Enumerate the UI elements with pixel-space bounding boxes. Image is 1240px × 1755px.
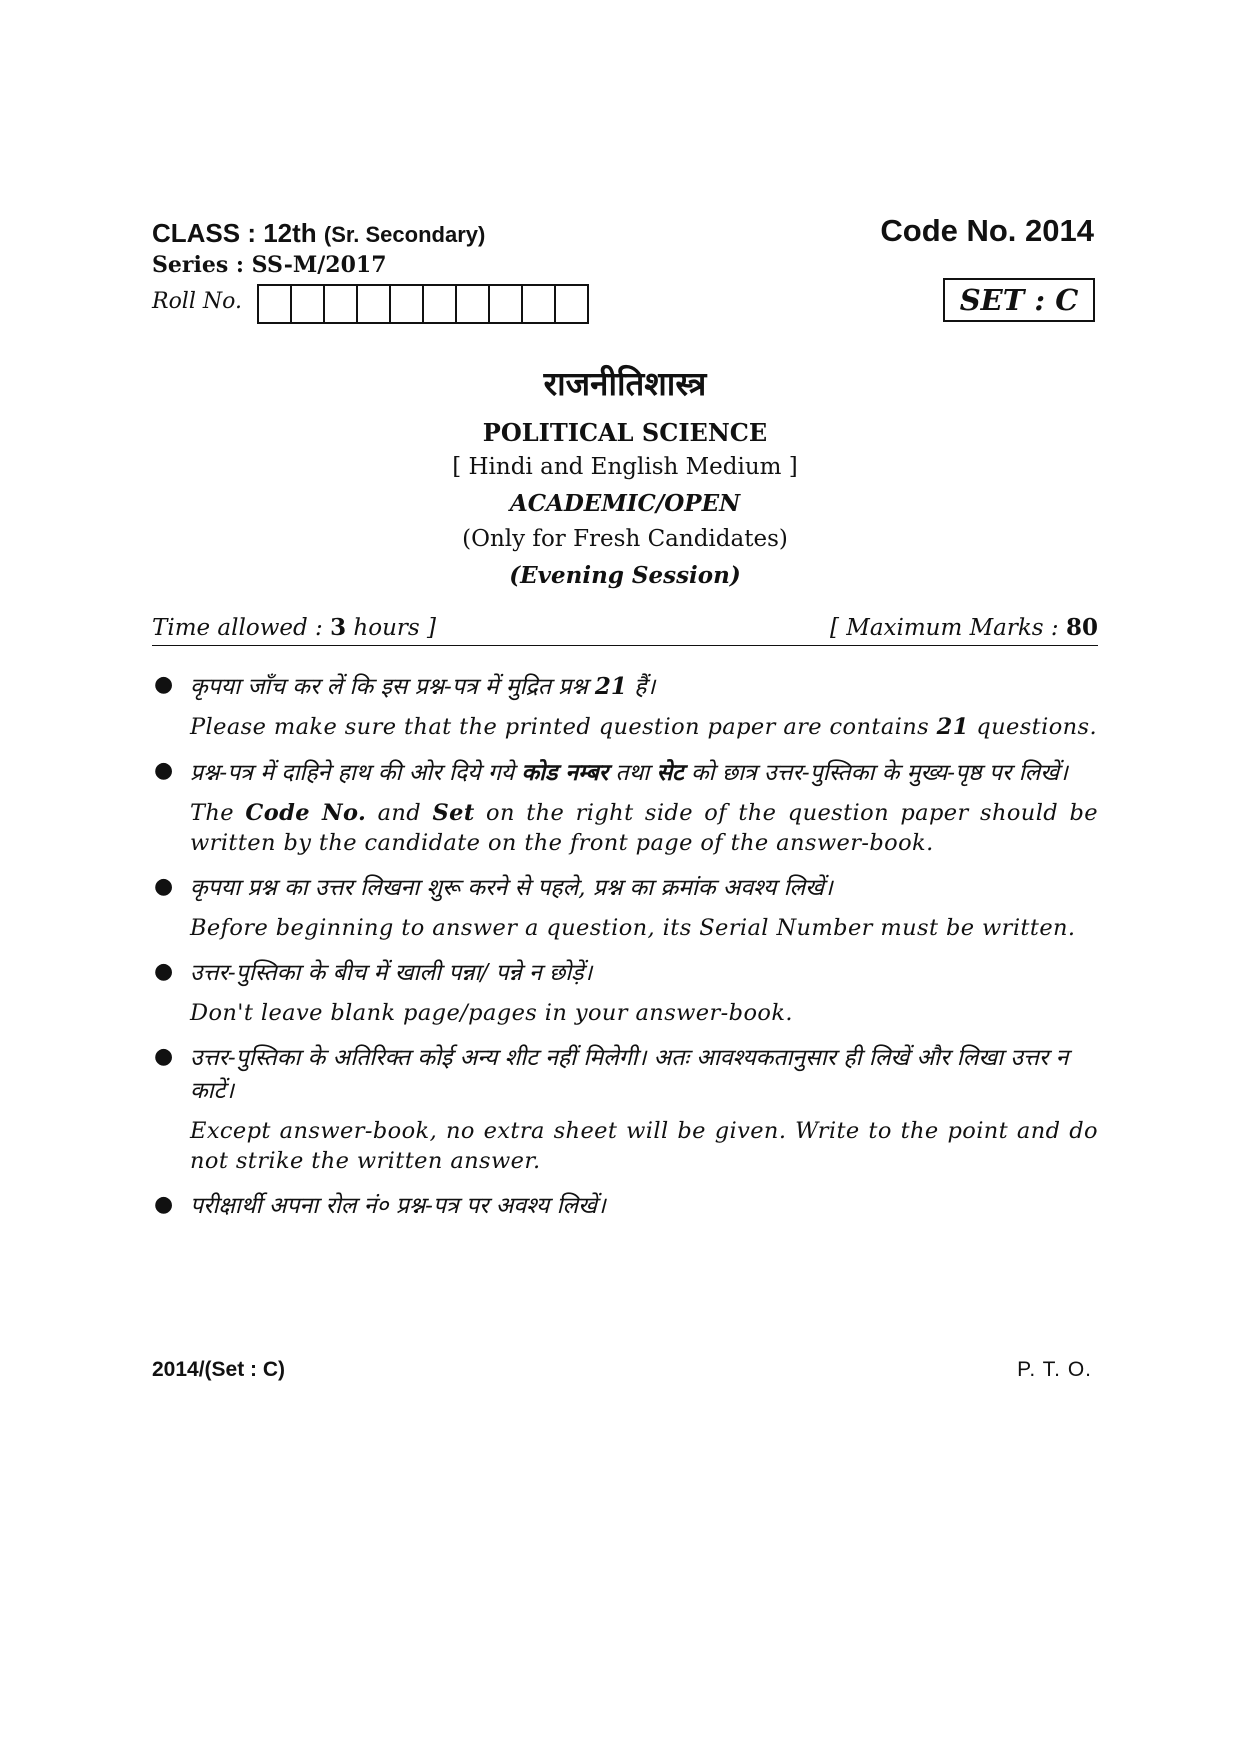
instruction-hindi: उत्तर-पुस्तिका के अतिरिक्त कोई अन्य शीट नहीं मिलेगी। अतः आवश्यकतानुसार ही लिखें और लिखा उत्तर न काटें। [190,1045,1069,1104]
series-label: Series : SS-M/2017 [152,252,387,278]
instruction-english: Except answer-book, no extra sheet will be given. Write to the point and do not strike the written answer. [190,1118,1098,1174]
roll-no-box[interactable] [292,286,325,322]
instruction-hindi: परीक्षार्थी अपना रोल नं० प्रश्न-पत्र पर अवश्य लिखें। [190,1193,606,1219]
instruction-english: The Code No. and Set on the right side of the question paper should be written by the candidate on the front page of the answer-book. [190,800,1098,856]
class-label [152,218,485,249]
roll-no-box[interactable] [391,286,424,322]
roll-no-box[interactable] [457,286,490,322]
roll-no-box[interactable] [358,286,391,322]
instruction-item [152,872,1098,943]
medium-label: [ Hindi and English Medium ] [452,454,798,480]
instruction-english: Don't leave blank page/pages in your answer-book. [190,1000,793,1026]
code-number: Code No. 2014 [880,213,1094,248]
bullet-icon: ● [154,672,174,697]
bullet-icon: ● [154,959,174,984]
roll-no-box[interactable] [490,286,523,322]
roll-no-label: Roll No. [152,289,242,314]
instruction-hindi: उत्तर-पुस्तिका के बीच में खाली पन्ना/ पन्ने न छोड़ें। [190,960,593,986]
roll-no-box[interactable] [325,286,358,322]
instructions-list [152,670,1098,1237]
instruction-hindi: प्रश्न-पत्र में दाहिने हाथ की ओर दिये गये कोड नम्बर तथा सेट को छात्र उत्तर-पुस्तिका के मुख्य-पृष्ठ पर लिखें। [190,759,1068,786]
bullet-icon: ● [154,1044,174,1069]
instruction-hindi: कृपया जाँच कर लें कि इस प्रश्न-पत्र में मुद्रित प्रश्न 21 हैं। [190,673,656,700]
title-hindi: राजनीतिशास्त्र [543,364,707,403]
instruction-item [152,756,1098,858]
instruction-hindi: कृपया प्रश्न का उत्तर लिखना शुरू करने से पहले, प्रश्न का क्रमांक अवश्य लिखें। [190,875,833,901]
roll-no-box[interactable] [523,286,556,322]
roll-no-boxes[interactable] [257,284,589,324]
instruction-english: Please make sure that the printed question paper are contains 21 questions. [190,714,1098,740]
candidates-label: (Only for Fresh Candidates) [462,526,788,552]
roll-no-box[interactable] [424,286,457,322]
bullet-icon: ● [154,1192,174,1217]
time-allowed: Time allowed : 3 hours ] [152,614,436,641]
title-english: POLITICAL SCIENCE [482,418,768,447]
instruction-item [152,1042,1098,1176]
roll-no-box[interactable] [556,286,589,322]
footer-pto: P. T. O. [1017,1358,1092,1381]
footer-code: 2014/(Set : C) [152,1358,286,1381]
class-text: CLASS : 12th [152,218,317,248]
time-marks-row [152,614,1098,646]
bullet-icon: ● [154,874,174,899]
session-label: (Evening Session) [509,562,741,589]
instruction-item [152,670,1098,742]
bullet-icon: ● [154,758,174,783]
instruction-item [152,957,1098,1028]
stream-label: ACADEMIC/OPEN [509,490,741,517]
maximum-marks: [ Maximum Marks : 80 [829,614,1098,641]
instruction-item [152,1190,1098,1223]
class-subtext: (Sr. Secondary) [323,222,486,247]
roll-no-box[interactable] [259,286,292,322]
set-box: SET : C [943,278,1095,322]
instruction-english: Before beginning to answer a question, its Serial Number must be written. [190,915,1076,941]
